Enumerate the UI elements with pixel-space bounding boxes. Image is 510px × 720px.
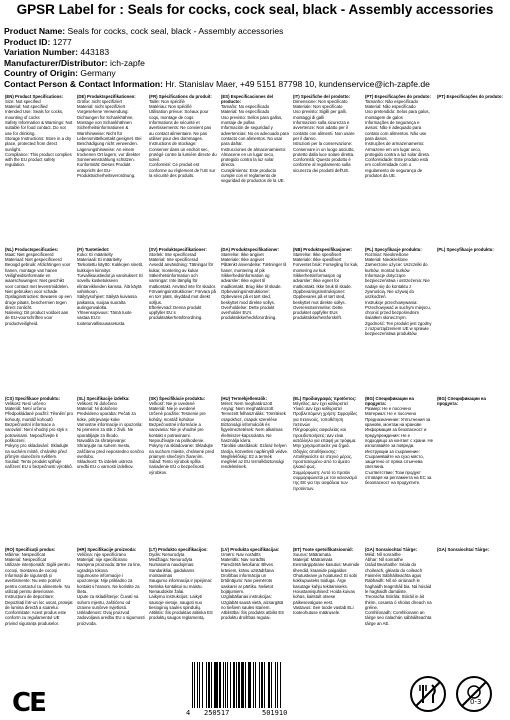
- spec-cell-body: Suurus: Määramata Materjal: Määramata Eesmärgipärane kasutus: Munnide tihendid, kraanide paigaldus Ohutusteave ja hoiatused: Ei sobi kokkupuuteks toiduga. Ärge kasutage kahju tekitamiseks. Hoiustamisjuhised: Hoida kuivas kohas, kaitstult otsese päikesevalguse eest. Vastavus: See toode vastab ELi tooteohutuse määrusele.: [293, 551, 360, 616]
- spec-cell-heading: (IT) Specifiche del prodotto:: [293, 93, 351, 99]
- spec-cell: [4, 396, 74, 547]
- spec-cell: [292, 94, 362, 247]
- spec-cell-heading: (GA) Sonraíochtaí Táirge:: [437, 546, 490, 552]
- spec-cell-body: Storlek: Inte specificerad Material: Inte specificerad Avsedd användning: Tätningar för kukar, montering av kukar Säkerhetsinformation och varningar: Inte lämplig för matkontakt. Använd inte för skador. Förvaringsinstruktioner: Förvara på en torr plats, skyddad mot direkt solljus. Efterlevnad: Denna produkt uppfyller EU:s produktsäkerhetsförordning.: [149, 251, 217, 321]
- spec-cell-heading: (PL) Specyfikacje produktu:: [437, 246, 494, 252]
- spec-cell-heading: (HR) Specifikacije proizvoda:: [77, 546, 137, 552]
- manufacturer-row: [4, 58, 506, 69]
- spec-cell-body: Veličina: nije specificirano Materijal: nije specificirano Namjena proizvoda: Brtve za line, ugradnja tokova Sigurnosne informacije i upozorenja: Nije prikladno za kontakt s hranom. Ne koristite za štetu. Upute za skladištenje: Čuvati na suhom mjestu, zaštićeno od izravne sunčeve svjetlosti. Usklađenost: Ovaj proizvod zadovoljava uredbu EU o sigurnosti proizvoda.: [77, 551, 145, 626]
- spec-cell-body: Maat: Niet gespecificeerd Materiaal: Niet gespecificeerd Beoogd gebruik: Afdichtingen voor hanen, montage van hanen Veiligheidsinformatie en waarschuwingen: Niet geschikt voor contact met levensmiddelen. Niet gebruiken voor schade. Opslaginstructies: Bewaren op een droge plaats, beschermen tegen direct zonlicht. Naleving: Dit product voldoet aan de EU-voorschriften voor productveiligheid.: [5, 251, 72, 326]
- variation-number-value: 443183: [80, 47, 110, 58]
- spec-cell-heading: (LT) Produkto specifikacijos:: [149, 546, 208, 552]
- spec-cell: [292, 247, 362, 396]
- spec-cell-body: Dydis: Nenurodyta Medžiaga: Nenurodyta Numatoma naudojimas: Sandarikliai, gaidukams montavimas Saugumo informacija ir įspėjimai: Netinka kontaktui su maistu. Nenaudokite žalai. Laikymo instrukcijos: Laikyti sausoje vietoje, saugoti nuo tiesioginių saulės spindulių. Atitiktis: Šis produktas atitinka ES produktų saugos reglamentą.: [149, 551, 213, 621]
- spec-cell-body: Mărime: Nespecificat Material: Nespecificat Utilizare intenționată: Sigilii pentru cocoși, montarea de cocoși Informații de siguranță și avertismente: Nu este potrivit pentru contactul cu alimentele. Nu utilizați pentru deteriorare. Instrucțiuni de depozitare: Depozitați într-un loc uscat, protejat de lumina directă a soarelui. Conformitate: Acest produs este conform cu regulamentul UE privind siguranța produselor.: [5, 551, 73, 626]
- spec-cell: [436, 94, 506, 247]
- spec-cell: [76, 94, 146, 247]
- spec-cell-heading: (DE) Produktspezifikationen:: [77, 93, 136, 99]
- spec-cell-body: Size: Not specified Material: Not specified Intended Use: Seals for cocks, mounting of cocks Safety Information & Warnings: Not suitable for food contact. Do not use for drinking. Storage Instructions: Store in a dry place, protected from direct sunlight. Compliance: This product complies with the EU product safety regulation.: [5, 98, 73, 168]
- spec-cell: [76, 247, 146, 396]
- spec-cell-heading: (SL) Specifikacije izdelka:: [77, 395, 130, 401]
- label-footer: [0, 662, 510, 720]
- fork-knife-icon: [412, 678, 444, 710]
- product-name-value: Seals for cocks, cock seal, black - Assembly accessories: [67, 26, 284, 36]
- spec-cell: [220, 247, 290, 396]
- spec-cell-heading: (HU) Termékjellemzők:: [221, 395, 268, 401]
- product-id-value: 1277: [52, 36, 72, 47]
- spec-cell-heading: (RO) Specificații produs:: [5, 546, 56, 552]
- spec-cell: [364, 94, 434, 247]
- spec-grid: [4, 94, 506, 685]
- spec-cell-heading: (NL) Productspecificaties:: [5, 246, 59, 252]
- spec-cell-body: Størrelse: Ikke angivet Materiale: Ikke angivet Påtænkt anvendelse: Tætninger til haner, montering af pik Sikkerhedsinformation og advarsler: Ikke egnet til madkontakt. Brug ikke til skade. Opbevaringsinstruktioner: Opbevares på et tørt sted, beskyttet mod direkte sollys. Overholdelse: Dette produkt overholder EU's produktsikkerhedsforordning.: [221, 251, 287, 321]
- product-name-label: Product Name:: [4, 26, 66, 36]
- spec-cell-heading: (LV) Produkta specifikācijas:: [221, 546, 280, 552]
- spec-cell-heading: (FR) Spécifications du produit:: [149, 93, 212, 99]
- barcode-prefix: 4: [186, 709, 191, 717]
- age-range-label: 0-3: [470, 698, 482, 706]
- product-id-row: [4, 37, 506, 48]
- spec-cell: [436, 247, 506, 396]
- barcode-bars: [192, 662, 316, 708]
- spec-cell-heading: (CS) Specifikace produktu:: [5, 395, 60, 401]
- spec-cell-heading: (ET) Toote spetsifikatsioonid:: [293, 546, 354, 552]
- country-value: Germany: [80, 68, 116, 79]
- spec-cell: [292, 396, 362, 547]
- contact-label: Contact Person & Contact Information:: [4, 78, 163, 89]
- spec-cell-heading: (NB) Produktspesifikasjoner:: [293, 246, 353, 252]
- spec-cell-body: Veľkosť: Nie je uvedené Materiál: Nie je uvedené Určené použitie: Tesnenie pre kohúty, montáž kohútov Bezpečnostné informácie a varovania: Nie je vhodné pre kontakt s potravinami. Nepoužívajte na poškodenie. Pokyny na skladovanie: Skladujte na suchom mieste, chránené pred priamym slnečným žiarením. Súlad: Tento výrobok spĺňa nariadenie EÚ o bezpečnosti výrobkov.: [149, 400, 214, 475]
- spec-cell-body: Méret: Nem meghatározott Anyag: Nem meghatározott Tervezett felhasználás: Tömítések csapokhoz, csapok szerelése Biztonsági információk és figyelmeztetések: Nem alkalmas élelmiszer-kapcsolatra. Ne használja kárra. Tárolási utasítások: Száraz helyen tárolja, közvetlen napfénytől védve. Megfelelőség: Ez a termék megfelel az EU termékbiztonsági rendeletének.: [221, 400, 289, 470]
- spec-cell-body: Méid: Níl sonraithe Ábhar: Níl sonraithe Úsáid Beartaithe: Séala do choileach, gléasla do coileach Faisnéis Sábháilteachta agus Rabhaidh: Níl sé oiriúnach le haghaidh teagmháil bia. Ná húsáid le haghaidh damáiste. Treoracha Stórála: Stóráil in áit thirim, cosanta ó sholas díreach na gréine. Comhlíonadh: Comhlíonann an táirge seo rialachán sábháilteachta táirge an AE.: [365, 551, 432, 626]
- spec-cell-body: Размер: Не е посочено Материал: Не е посочено Предназначение: Уплътнения за кранове, монтаж на кранове Информация за безопасност и предупреждения: Не е подходящо за контакт с храни. Не използвайте за повреда. Инструкции за съхранение: Съхранявайте на сухо място, защитено от пряка слънчева светлина. Съответствие: Този продукт отговаря на регламента на ЕС за безопасност на продуктите.: [365, 406, 433, 486]
- spec-cell-heading: (SK) Špecifikácie produktu:: [149, 395, 206, 401]
- country-label: Country of Origin:: [4, 68, 78, 79]
- spec-cell-body: Μέγεθος: Δεν έχει καθοριστεί Υλικό: Δεν έχει καθοριστεί Προβλεπόμενη χρήση: Σφραγίδες για πετεινούς, τοποθέτηση πετεινών Πληροφορίες ασφαλείας και προειδοποιήσεις: Δεν είναι κατάλληλο για επαφή με τρόφιμα. Μην χρησιμοποιείτε για ζημιά. Οδηγίες αποθήκευσης: Αποθηκεύστε σε στεγνό μέρος, προστατευμένο από το άμεσο ηλιακό φως. Συμμόρφωση: Αυτό το προϊόν συμμορφώνεται με τον κανονισμό της ΕΕ για την ασφάλεια των προϊόντων.: [293, 400, 358, 491]
- spec-cell: [220, 94, 290, 247]
- spec-cell-body: Størrelse: Ikke spesifisert Materiale: Ikke spesifisert Forventet bruk: Forsegling for kuk, montering av kuk Sikkerhetsinformasjon og advarsler: Ikke egnet for matkontakt. Ikke bruk til skade. Oppbevaringsinstruksjoner: Oppbevares på et tørt sted, beskyttet mot direkte sollys. Overensstemmelse: Dette produktet oppfyller EUs produktsikkerhetsforskrift.: [293, 251, 359, 321]
- manufacturer-label: Manufacturer/Distributor:: [4, 57, 108, 68]
- barcode-left-digits: 250517: [204, 709, 230, 717]
- variation-number-row: [4, 47, 506, 58]
- page-title: GPSR Label for : Seals for cocks, cock seal, black - Assembly accessories: [16, 2, 494, 17]
- spec-cell-heading: (BG) Спецификации на продукта:: [437, 395, 486, 406]
- contact-value: Hr. Stanislav Maer, +49 5151 87798 10, kundenservice@ich-zapfe.de: [165, 78, 430, 89]
- spec-cell-body: Tamanho: Não especificado Material: Não especificado Uso pretendido: Selos para galos, montagem de galos Informações de segurança e avisos: Não é adequado para contato com alimentos. Não use para danos. Instruções de armazenamento: Armazene em um lugar seco, protegido contra a luz solar direta. Conformidade: Este produto está em conformidade com o regulamento de segurança de produtos da UE.: [365, 98, 430, 179]
- country-row: [4, 68, 506, 79]
- spec-cell-heading: (FI) Tuotetiedot:: [77, 246, 110, 252]
- variation-number-label: Variation Number:: [4, 47, 79, 58]
- age-warning-icon: [456, 676, 492, 712]
- spec-cell-heading: (PT) Especificações do produto:: [365, 93, 431, 99]
- spec-cell-heading: (GA) Sonraíochtaí Táirge:: [365, 546, 418, 552]
- spec-cell: [436, 396, 506, 547]
- spec-cell-heading: (BG) Спецификации на продукта:: [365, 395, 414, 406]
- spec-cell-body: Koko: Ei määritelty Materiaali: Ei määritelty Tarkoitettu käyttö: Kukkojen sinetit, kukkojen kiinnitys Turvallisuustiedot ja varoitukset: Ei sovellu kosketukseen elintarvikkeiden kanssa. Älä käytä vahinkoon. Säilytysohjeet: Säilytä kuivassa paikassa, suojaa suoralta auringonvalolta. Yhteensopivuus: Tämä tuote vastaa EU:n tuoteturvallisuusasetusta.: [77, 251, 144, 326]
- spec-cell-body: Dimensione: Non specificato Materiale: Non specificato Uso previsto: Sigilli per galli, montaggi di galli Informazioni sulla sicurezza e avvertenze: Non adatto per il contatto con alimenti. Non usare per il danno. Istruzioni per la conservazione: Conservare in un luogo asciutto, protetto dalla luce solare diretta. Conformità: Questo prodotto è conforme al regolamento sulla sicurezza dei prodotti dell'UE.: [293, 98, 355, 173]
- spec-cell: [148, 247, 218, 396]
- spec-cell-heading: (EL) Προδιαγραφές προϊόντος:: [293, 395, 357, 401]
- spec-cell: [4, 94, 74, 247]
- food-safe-icon: [410, 676, 446, 712]
- contact-row: [4, 79, 506, 90]
- spec-cell: [220, 396, 290, 547]
- spec-cell-heading: (SV) Produktspecifikationer:: [149, 246, 207, 252]
- spec-cell-heading: (DA) Produktspecifikationer:: [221, 246, 280, 252]
- barcode-right-digits: 501910: [262, 709, 288, 717]
- ce-mark: CE: [12, 688, 45, 718]
- spec-cell-heading: (ES) Especificaciones del producto:: [221, 93, 274, 104]
- spec-cell-body: Rozmiar: Nieokreślone Materiał: Nieokreślone Zamierzone użycie: Uszczelki do kurków, montaż kurków Informacje dotyczące bezpieczeństwa i ostrzeżenia: Nie nadaje się do kontaktu z żywnością. Nie używaj do uszkodzeń. Instrukcje przechowywania: Przechowywać w suchym miejscu, chronić przed bezpośrednim światłem słonecznym. Zgodność: Ten produkt jest zgodny z rozporządzeniem UE w sprawie bezpieczeństwa produktów.: [365, 251, 432, 337]
- spec-cell-body: Velikost: Není určeno Materiál: Není určeno Předpokládané použití: Těsnění pro kohouty, montáž kohoutů Bezpečnostní informace a varování: Není vhodný pro styk s potravinami. Nepoužívejte k poškození. Pokyny pro skladování: Skladujte na suchém místě, chráněte před přímým slunečním světlem. Soulad: Tento produkt splňuje nařízení EU o bezpečnosti výrobků.: [5, 400, 74, 470]
- spec-cell: [148, 94, 218, 247]
- spec-cell-body: Tamaño: No especificado Material: No especificado Uso previsto: Sellos para gallos, montaje de pollas Información de seguridad y advertencias: No es adecuado para contacto con alimentos. No usar para dañar. Instrucciones de almacenamiento: Almacene en un lugar seco, protegido contra la luz solar directa. Cumplimiento: Este producto cumple con el reglamento de seguridad de productos de la UE.: [221, 104, 289, 184]
- product-name-row: [4, 26, 506, 37]
- spec-cell-body: Velikost: Ni določeno Material: Ni določeno Predvideno uporaba: Pečati za koke, pritrjevanje koke Varnostne informacije in opozorila: Ni primeren za stik z živili. Ne uporabljajte za škodo. Navodila za shranjevanje: Shranjujte na suhem mestu, zaščiteno pred neposredno sončno svetlobo. Skladnost: Ta izdelek ustreza uredbi EU o varnosti izdelkov.: [77, 400, 144, 470]
- spec-cell-heading: (PL) Specyfikacje produktu:: [365, 246, 422, 252]
- spec-cell: [148, 396, 218, 547]
- product-id-label: Product ID:: [4, 36, 51, 47]
- spec-cell: [364, 396, 434, 547]
- spec-cell-body: Taille: Non spécifié Matériau: Non spécifié Utilisation prévue: Scéaux pour coqs, montage de coqs Informations de sécurité et avertissements: Ne convient pas au contact alimentaire. Ne pas utiliser pour des dommages. Instructions de stockage: Conserver dans un endroit sec, protégé contre la lumière directe du soleil. Conformité: Ce produit est conforme au règlement de l'UE sur la sécurité des produits.: [149, 98, 217, 179]
- barcode: [186, 662, 318, 720]
- product-info: [4, 26, 506, 90]
- spec-cell-heading: (PT) Especificações do produto:: [437, 93, 503, 99]
- spec-cell: [4, 247, 74, 396]
- spec-cell-body: Izmērs: Nav norādīts Materiāls: Nav norādīts Paredzētā lietošana: Blīves krāniem, krānu uzstādīšana Drošības informācija un brīdinājumi: Nav piemērots saskarei ar pārtiku. Nelietot bojājumiem. Uzglabāšanas instrukcijas: Uzglabāt sausā vietā, aizsargātā no tiešiem saules stariem. Atbilstība: Šis produkts atbilst ES produktu drošības regulai.: [221, 551, 285, 621]
- spec-cell: [364, 247, 434, 396]
- manufacturer-value: ich-zapfe: [110, 57, 145, 68]
- spec-cell-heading: (EN) Product Specifications:: [5, 93, 64, 99]
- spec-cell: [76, 396, 146, 547]
- spec-cell-body: Größe: nicht spezifiziert Material: nicht spezifiziert Vorgesehene Verwendung: Dichtungen für Schankhähne, Montage von Schankhähnen Sicherheitsinformationen & Warnhinweise: Nicht für Lebensmittelkontakt geeignet. Bei Beschädigung nicht verwenden. Lagerungshinweise: An einem trockenen Ort lagern, vor direkter Sonneneinstrahlung schützen. Konformität: Dieses Produkt entspricht der EU-Produktsicherheitsverordnung.: [77, 98, 142, 179]
